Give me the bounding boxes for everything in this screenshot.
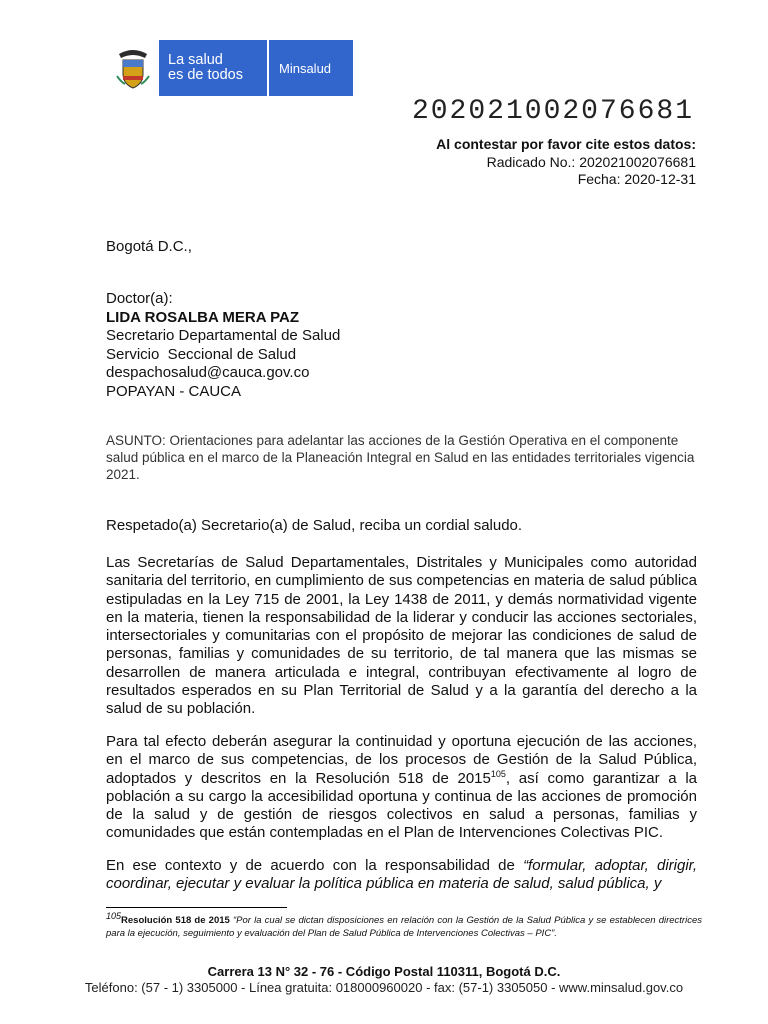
fecha-line: Fecha: 2020-12-31 xyxy=(577,171,696,187)
paragraph-2-part-b: , así como garantizar a la población a su cargo la accesibilidad oportuna y continua de las acciones de promoción de la salud y de gestión de riesgos colectivos en salud a personas, familias y comunidades que están contempladas en el Plan de Intervenciones Colectivas PIC. xyxy=(106,769,697,842)
recipient-name: LIDA ROSALBA MERA PAZ xyxy=(106,308,300,326)
coat-of-arms-icon xyxy=(107,40,159,96)
radicado-line: Radicado No.: 202021002076681 xyxy=(486,153,696,170)
logo-divider xyxy=(267,40,269,96)
city-line: Bogotá D.C., xyxy=(106,238,192,255)
recipient-title: Secretario Departamental de Salud xyxy=(106,327,341,344)
paragraph-2 xyxy=(106,733,697,843)
recipient-email: despachosalud@cauca.gov.co xyxy=(106,364,310,381)
logo-brand: Minsalud xyxy=(279,61,332,76)
slogan-line-2: es de todos xyxy=(168,67,243,83)
footnote-title: Resolución 518 de 2015 xyxy=(121,915,230,926)
footnote xyxy=(106,910,702,940)
paragraph-3-part-a: En ese contexto y de acuerdo con la responsabilidad de xyxy=(106,857,524,874)
logo-slogan xyxy=(159,53,268,83)
footnote-divider xyxy=(106,907,287,908)
subject-line: ASUNTO: Orientaciones para adelantar las acciones de la Gestión Operativa en el componente salud pública en el marco de la Planeación Integral en Salud en las entidades territoriales vigencia 2021. xyxy=(106,433,695,482)
minsalud-logo xyxy=(107,40,353,96)
paragraph-1: Las Secretarías de Salud Departamentales, Distritales y Municipales como autoridad sanitaria del territorio, en cumplimiento de sus competencias en materia de salud pública estipuladas en la Ley 715 de 2001, la Ley 1438 de 2011, y demás normatividad vigente en la materia, tienen la responsabilidad de la liderar y conducir las acciones sectoriales, intersectoriales y comunitarias con el propósito de mejorar las condiciones de salud de personas, familias y comunidades de su territorio, de tal manera que las mismas se desarrollen de manera articulada e integral, contribuyan efectivamente al logro de resultados esperados en su Plan Territorial de Salud y a la garantía del derecho a la salud de su población. xyxy=(106,554,697,718)
logo-banner xyxy=(159,40,353,96)
recipient-location: POPAYAN - CAUCA xyxy=(106,382,242,400)
cite-label: Al contestar por favor cite estos datos: xyxy=(436,136,696,152)
greeting: Respetado(a) Secretario(a) de Salud, reciba un cordial saludo. xyxy=(106,517,523,534)
paragraph-3-quote: “formular, adoptar, dirigir, coordinar, ejecutar y evaluar la política pública en materia de salud, salud pública, y xyxy=(106,857,697,893)
slogan-line-1: La salud xyxy=(168,52,223,68)
radicado-number: 202021002076681 xyxy=(411,96,694,127)
recipient-salutation: Doctor(a): xyxy=(106,290,173,307)
recipient-office: Servicio Seccional de Salud xyxy=(106,345,297,363)
footnote-text: “Por la cual se dictan disposiciones en relación con la Gestión de la Salud Pública y se establecen directrices para la ejecución, seguimiento y evaluación del Plan de Salud Pública de Intervenciones Colectivas – PIC”. xyxy=(106,915,702,939)
citation-block xyxy=(436,136,696,189)
footer-address: Carrera 13 N° 32 - 76 - Código Postal 110311, Bogotá D.C. xyxy=(207,964,561,979)
paragraph-3 xyxy=(106,857,697,894)
recipient-block xyxy=(106,290,340,401)
footnote-number: 105 xyxy=(106,910,122,921)
footer-contact: Teléfono: (57 - 1) 3305000 - Línea gratuita: 018000960020 - fax: (57-1) 3305050 - www.minsalud.gov.co xyxy=(84,980,684,995)
paragraph-2-part-a: Para tal efecto deberán asegurar la continuidad y oportuna ejecución de las acciones, en el marco de sus competencias, de los procesos de Gestión de la Salud Pública, adoptados y descritos en la Resolución 518 de 2015 xyxy=(106,733,697,787)
footnote-ref: 105 xyxy=(490,768,506,779)
